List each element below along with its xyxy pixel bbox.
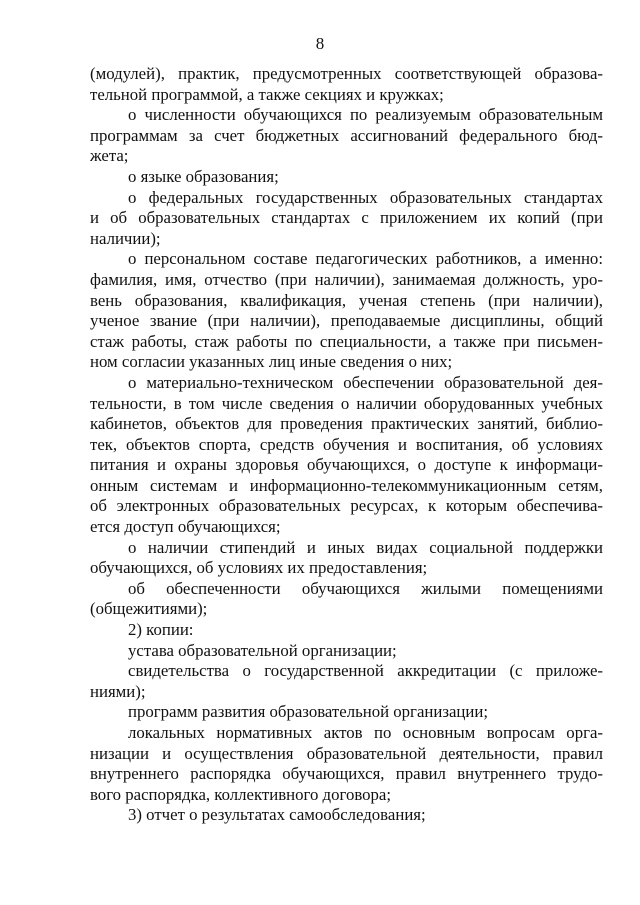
- text-line: об электронных образовательных ресурсах, к которым обеспечива-: [90, 496, 603, 516]
- text-line: низации и осуществления образовательной деятельности, правил: [90, 743, 603, 763]
- text-line: о наличии стипендий и иных видах социальной поддержки: [128, 537, 603, 557]
- text-line: обучающихся, об условиях их предоставления;: [90, 558, 428, 578]
- text-line: 3) отчет о результатах самообследования;: [128, 805, 426, 825]
- text-line: свидетельства о государственной аккредитации (с приложе-: [128, 661, 603, 681]
- text-line: тельной программой, а также секциях и кружках;: [90, 84, 444, 104]
- text-line: программам за счет бюджетных ассигнований федерального бюд-: [90, 125, 603, 145]
- text-line: вень образования, квалификация, ученая степень (при наличии),: [90, 290, 603, 310]
- text-line: о федеральных государственных образовательных стандартах: [128, 187, 603, 207]
- page-number: 8: [315, 34, 325, 53]
- text-line: ется доступ обучающихся;: [90, 517, 281, 537]
- text-line: о численности обучающихся по реализуемым образовательным: [128, 105, 603, 125]
- text-line: (общежитиями);: [90, 599, 208, 619]
- text-line: внутреннего распорядка обучающихся, правил внутреннего трудо-: [90, 764, 603, 784]
- text-line: локальных нормативных актов по основным вопросам орга-: [128, 723, 603, 742]
- text-line: и об образовательных стандартах с приложением их копий (при: [90, 208, 603, 228]
- text-line: питания и охраны здоровья обучающихся, о доступе к информаци-: [90, 455, 603, 475]
- text-line: жета;: [90, 146, 129, 166]
- text-line: 2) копии:: [128, 620, 194, 640]
- text-line: о персональном составе педагогических работников, а именно:: [128, 249, 603, 269]
- text-line: ном согласии указанных лиц иные сведения о них;: [90, 352, 453, 372]
- text-line: ниями);: [90, 681, 146, 701]
- text-line: программ развития образовательной организации;: [128, 702, 489, 722]
- text-line: об обеспеченности обучающихся жилыми помещениями: [128, 578, 603, 598]
- text-line: устава образовательной организации;: [128, 640, 397, 660]
- text-line: о языке образования;: [128, 166, 279, 186]
- text-line: тек, объектов спорта, средств обучения и воспитания, об условиях: [90, 434, 603, 454]
- text-line: фамилия, имя, отчество (при наличии), занимаемая должность, уро-: [90, 269, 603, 289]
- text-line: стаж работы, стаж работы по специальности, а также при письмен-: [90, 331, 603, 351]
- text-line: вого распорядка, коллективного договора;: [90, 784, 392, 804]
- text-line: онным системам и информационно-телекоммуникационным сетям,: [90, 475, 603, 495]
- text-line: наличии);: [90, 228, 161, 248]
- text-line: тельности, в том числе сведения о наличии оборудованных учебных: [90, 393, 603, 413]
- text-line: (модулей), практик, предусмотренных соответствующей образова-: [90, 64, 603, 83]
- body-text: [90, 64, 603, 826]
- text-line: ученое звание (при наличии), преподаваемые дисциплины, общий: [90, 311, 603, 331]
- text-line: о материально-техническом обеспечении образовательной дея-: [128, 372, 603, 392]
- text-line: кабинетов, объектов для проведения практических занятий, библио-: [90, 414, 603, 434]
